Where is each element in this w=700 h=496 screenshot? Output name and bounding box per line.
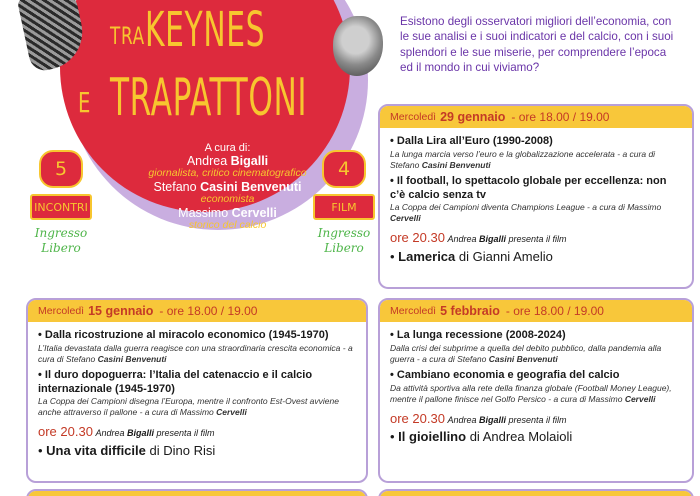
talk-title: • La lunga recessione (2008-2024) — [390, 329, 566, 341]
curator-role: storico del calcio — [188, 218, 267, 231]
curator-role: giornalista, critico cinematografico — [148, 167, 307, 180]
talk-description: La Coppa dei Campioni disegna l’Europa, mentre il confronto Est-Ovest avviene anche attraverso il pallone - a cura di Massimo Cervelli — [38, 396, 339, 418]
talk-description: L’Italia devastata dalla guerra reagisce con una straordinaria crescita economica - a cura di Stefano Casini Benvenuti — [38, 342, 353, 364]
curator-name: Andrea Bigalli — [186, 154, 269, 169]
portrait-illustration-right — [333, 16, 383, 76]
event-date-header: Mercoledì 15 gennaio - ore 18.00 / 19.00 — [28, 300, 366, 322]
event-card-15-gennaio — [26, 298, 368, 483]
event-card-29-gennaio — [378, 104, 694, 289]
talk-description: Dalla crisi dei subprime a quella del debito pubblico, dalla pandemia alla guerra - a cura di Stefano Casini Benvenuti — [390, 342, 662, 364]
talk-title: • Cambiano economia e geografia del calcio — [390, 368, 620, 381]
curated-by-label: A cura di: — [204, 142, 251, 154]
talk-title: • Dalla Lira all’Euro (1990-2008) — [390, 135, 553, 147]
title-word-keynes: KEYNES — [145, 2, 266, 58]
curator-name: Massimo Cervelli — [178, 205, 277, 220]
free-entry-label: Ingresso Libero — [34, 226, 88, 255]
films-count-block — [313, 150, 375, 256]
event-date-header — [380, 491, 692, 496]
title-word-trapattoni: TRAPATTONI — [110, 68, 308, 128]
event-date-header — [28, 491, 366, 496]
curator-role: economista — [200, 193, 255, 206]
curator-name: Stefano Casini Benvenuti — [153, 180, 302, 195]
talk-description: Da attività sportiva alla rete della finanza globale (Football Money League), mentre il pallone finisce nel Golfo Persico - a cura di Massimo Cervelli — [390, 382, 672, 404]
film-title: • Lamerica di Gianni Amelio — [390, 249, 553, 265]
intro-text: Esistono degli osservatori migliori dell’economia, con le sue analisi e i suoi indicatori e del calcio, con i suoi splendori e le sue miserie, per comprendere l’epoca ed il mondo in cui viviamo? — [400, 15, 674, 74]
meetings-count-block — [30, 150, 92, 256]
films-label: FILM — [313, 194, 375, 220]
talk-title: • Il football, lo spettacolo globale per eccellenza: non c’è calcio senza tv — [390, 174, 667, 201]
title-word-tra: TRA — [110, 22, 145, 50]
film-screening-line: ore 20.30 Andrea Bigalli presenta il film — [390, 410, 567, 426]
film-title: • Il gioiellino di Andrea Molaioli — [390, 429, 573, 445]
talk-description: La lunga marcia verso l’euro e la globalizzazione accelerata - a cura di Stefano Casini Benvenuti — [390, 148, 656, 170]
event-date-header: Mercoledì 29 gennaio - ore 18.00 / 19.00 — [380, 106, 692, 128]
film-screening-line: ore 20.30 Andrea Bigalli presenta il film — [38, 424, 215, 440]
title-word-e: E — [78, 86, 92, 119]
film-title: • Una vita difficile di Dino Risi — [38, 443, 216, 459]
talk-description: La Coppa dei Campioni diventa Champions League - a cura di Massimo Cervelli — [390, 202, 662, 224]
talk-title: • Il duro dopoguerra: l’Italia del catenaccio e il calcio internazionale (1945-1970) — [38, 368, 313, 395]
film-screening-line: ore 20.30 Andrea Bigalli presenta il film — [390, 230, 567, 246]
event-card-5-febbraio — [378, 298, 694, 483]
event-date-header: Mercoledì 5 febbraio - ore 18.00 / 19.00 — [380, 300, 692, 322]
meetings-count: 5 — [39, 150, 83, 188]
free-entry-label: Ingresso Libero — [317, 226, 371, 255]
meetings-label: INCONTRI — [30, 194, 92, 220]
talk-title: • Dalla ricostruzione al miracolo economico (1945-1970) — [38, 329, 329, 341]
films-count: 4 — [322, 150, 366, 188]
event-card-partial-left — [26, 489, 368, 496]
event-card-partial-right — [378, 489, 694, 496]
